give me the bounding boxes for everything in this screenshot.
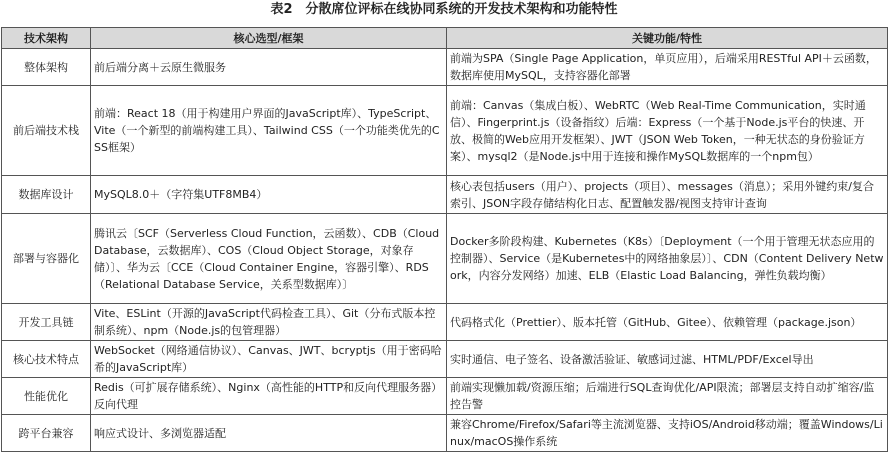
table-row [2, 378, 888, 415]
row-features: Docker多阶段构建、Kubernetes（K8s）〔Deployment（一个用于管理无状态应用的控制器）、Service（是Kubernetes中的网络抽象层）〕、CDN（Content Delivery Network，内容分发网络）加速、ELB（Elastic Load Balancing，弹性负载均衡） [447, 214, 888, 304]
table-row [2, 176, 888, 214]
row-features: 代码格式化（Prettier）、版本托管（GitHub、Gitee）、依赖管理（package.json） [447, 304, 888, 341]
column-header-architecture: 技术架构 [2, 28, 91, 49]
row-features: 核心表包括users（用户）、projects（项目）、messages（消息）；采用外键约束/复合索引、JSON字段存储结构化日志、配置触发器/视图支持审计查询 [447, 176, 888, 214]
row-category: 性能优化 [2, 378, 91, 415]
row-framework: WebSocket（网络通信协议）、Canvas、JWT、bcryptjs（用于密码哈希的JavaScript库） [91, 341, 447, 378]
row-category: 数据库设计 [2, 176, 91, 214]
row-category: 整体架构 [2, 49, 91, 86]
row-framework: Vite、ESLint（开源的JavaScript代码检查工具）、Git（分布式版本控制系统）、npm（Node.js的包管理器） [91, 304, 447, 341]
row-framework: 腾讯云〔SCF（Serverless Cloud Function，云函数）、CDB（Cloud Database，云数据库）、COS（Cloud Object Storage，对象存储）〕、华为云〔CCE（Cloud Container Engine，容器引擎）、RDS（Relational Database Service，关系型数据库）〕 [91, 214, 447, 304]
column-header-features: 关键功能/特性 [447, 28, 888, 49]
row-category: 前后端技术栈 [2, 86, 91, 176]
table-row [2, 341, 888, 378]
table-row [2, 214, 888, 304]
column-header-framework: 核心选型/框架 [91, 28, 447, 49]
row-features: 兼容Chrome/Firefox/Safari等主流浏览器、支持iOS/Android移动端；覆盖Windows/Linux/macOS操作系统 [447, 415, 888, 452]
row-framework: 前端：React 18（用于构建用户界面的JavaScript库）、TypeScript、Vite（一个新型的前端构建工具）、Tailwind CSS（一个功能类优先的CSS框架） [91, 86, 447, 176]
table-row [2, 86, 888, 176]
row-category: 核心技术特点 [2, 341, 91, 378]
row-framework: MySQL8.0＋（字符集UTF8MB4） [91, 176, 447, 214]
table-row [2, 49, 888, 86]
row-features: 实时通信、电子签名、设备激活验证、敏感词过滤、HTML/PDF/Excel导出 [447, 341, 888, 378]
row-framework: 前后端分离＋云原生微服务 [91, 49, 447, 86]
table-row [2, 415, 888, 452]
tech-architecture-table [1, 27, 888, 452]
row-features: 前端为SPA（Single Page Application，单页应用），后端采用RESTful API＋云函数，数据库使用MySQL，支持容器化部署 [447, 49, 888, 86]
row-category: 部署与容器化 [2, 214, 91, 304]
row-features: 前端实现懒加载/资源压缩；后端进行SQL查询优化/API限流；部署层支持自动扩缩容/监控告警 [447, 378, 888, 415]
row-features: 前端：Canvas（集成白板）、WebRTC（Web Real-Time Communication，实时通信）、Fingerprint.js（设备指纹）后端：Express（一个基于Node.js平台的快速、开放、极简的Web应用开发框架）、JWT（JSON Web Token，一种无状态的身份验证方案）、mysql2（是Node.js中用于连接和操作MySQL数据库的一个npm包） [447, 86, 888, 176]
table-caption: 表2 分散席位评标在线协同系统的开发技术架构和功能特性 [270, 2, 618, 17]
row-framework: Redis（可扩展存储系统）、Nginx（高性能的HTTP和反向代理服务器）反向代理 [91, 378, 447, 415]
table-header-row [2, 28, 888, 49]
row-framework: 响应式设计、多浏览器适配 [91, 415, 447, 452]
table-row [2, 304, 888, 341]
row-category: 跨平台兼容 [2, 415, 91, 452]
row-category: 开发工具链 [2, 304, 91, 341]
